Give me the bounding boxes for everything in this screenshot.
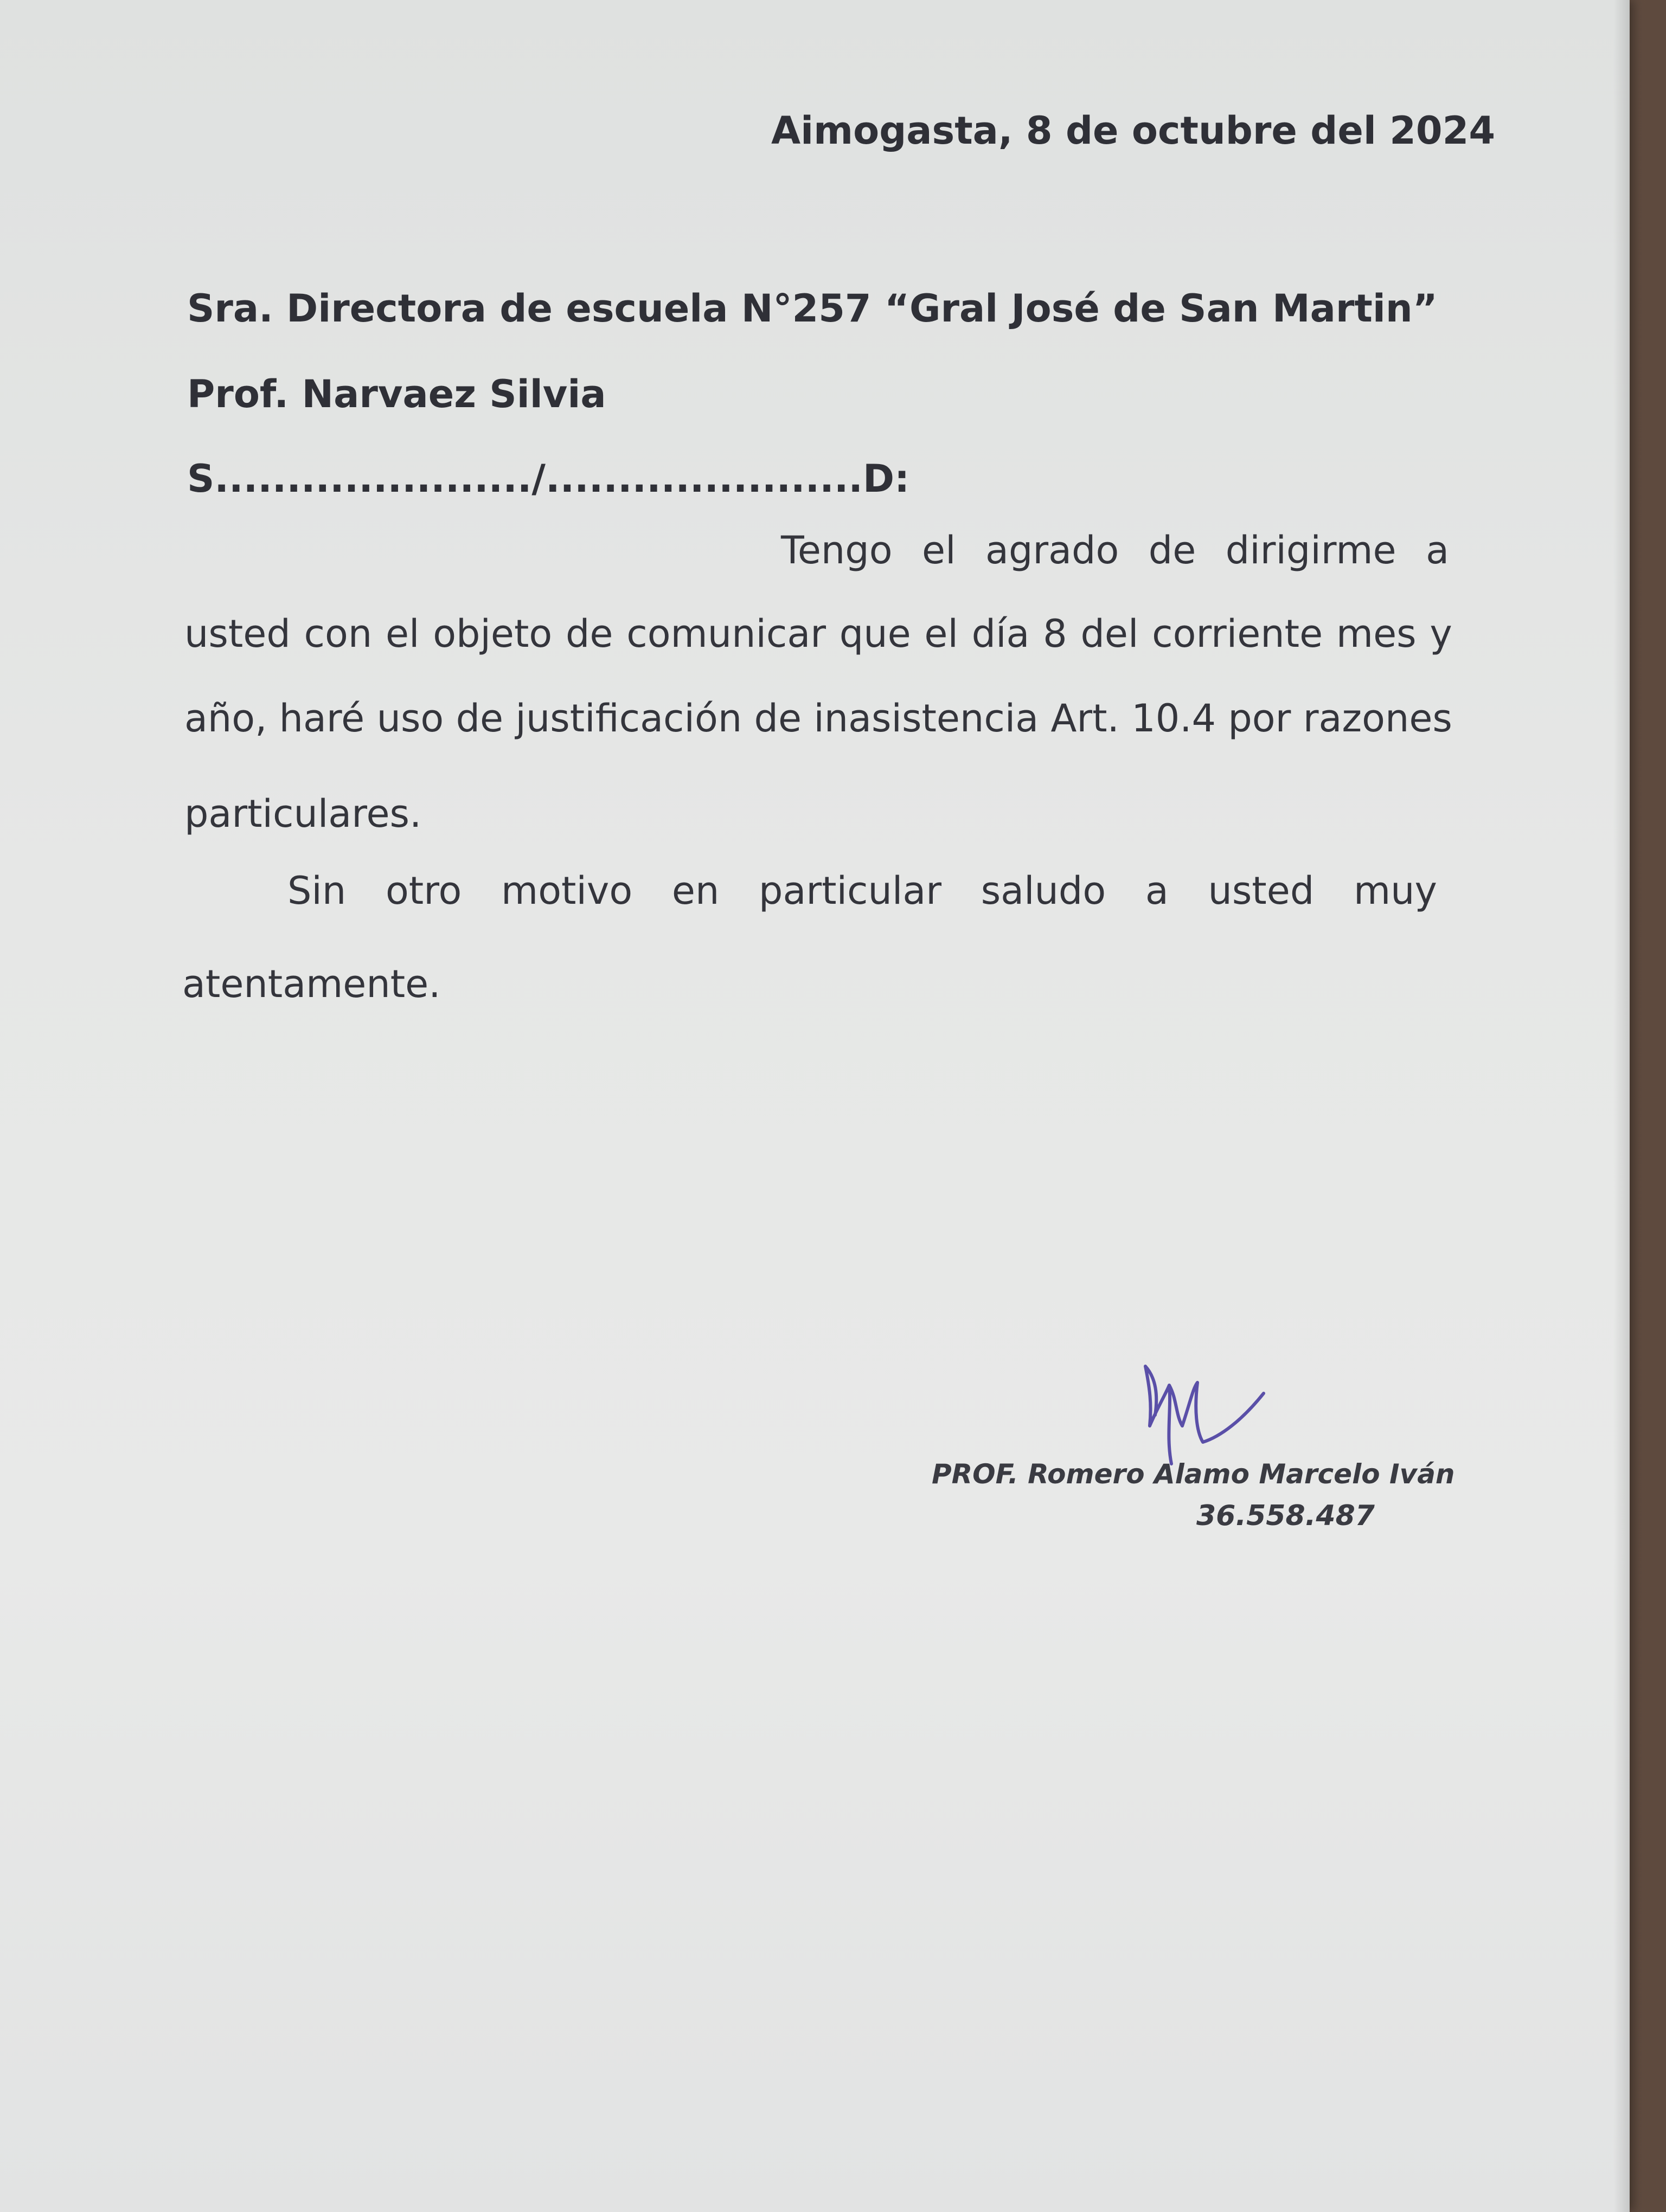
word: del [1080, 612, 1139, 656]
word: uso [376, 696, 444, 741]
word: muy [1353, 869, 1437, 913]
word: corriente [1152, 612, 1323, 656]
paragraph-2-line-2: atentamente. [182, 962, 441, 1006]
word: y [1430, 612, 1452, 656]
word: de [1148, 528, 1196, 573]
paper-edge-shadow [1613, 0, 1630, 2212]
recipient-line-2: Prof. Narvaez Silvia [187, 372, 606, 416]
word: que [839, 612, 911, 656]
word: 8 [1043, 612, 1067, 656]
word: particular [759, 869, 941, 913]
word: otro [385, 869, 462, 913]
word: año, [184, 696, 267, 741]
word: el [385, 612, 420, 656]
salutation: S....................../......................D: [187, 456, 910, 501]
place-date: Aimogasta, 8 de octubre del 2024 [771, 108, 1496, 153]
word: Art. [1050, 696, 1119, 741]
word: objeto [433, 612, 553, 656]
signature-name: PROF. Romero Alamo Marcelo Iván [932, 1458, 1455, 1490]
word: motivo [501, 869, 633, 913]
word: en [671, 869, 720, 913]
word: Tengo [781, 528, 893, 573]
paragraph-1-line-2 [184, 612, 1452, 656]
word: el [922, 528, 956, 573]
word: razones [1303, 696, 1452, 741]
word: de [754, 696, 802, 741]
word: haré [279, 696, 365, 741]
word: día [971, 612, 1030, 656]
word: el [924, 612, 958, 656]
word: de [565, 612, 613, 656]
word: inasistencia [813, 696, 1039, 741]
word: con [304, 612, 373, 656]
word: Sin [287, 869, 347, 913]
paragraph-1-line-1 [781, 528, 1449, 573]
word: mes [1336, 612, 1417, 656]
word: usted [184, 612, 291, 656]
paragraph-1-line-4: particulares. [184, 792, 422, 836]
word: usted [1208, 869, 1315, 913]
word: a [1145, 869, 1169, 913]
paragraph-1-line-3 [184, 696, 1452, 741]
paragraph-2-line-1 [287, 869, 1437, 913]
word: a [1426, 528, 1449, 573]
word: agrado [985, 528, 1119, 573]
word: justificación [515, 696, 742, 741]
signature-id-number: 36.558.487 [1196, 1500, 1375, 1532]
word: saludo [981, 869, 1106, 913]
word: de [456, 696, 504, 741]
word: por [1228, 696, 1291, 741]
word: dirigirme [1225, 528, 1396, 573]
word: 10.4 [1131, 696, 1216, 741]
recipient-line-1: Sra. Directora de escuela N°257 “Gral José de San Martin” [187, 286, 1438, 331]
word: comunicar [626, 612, 826, 656]
